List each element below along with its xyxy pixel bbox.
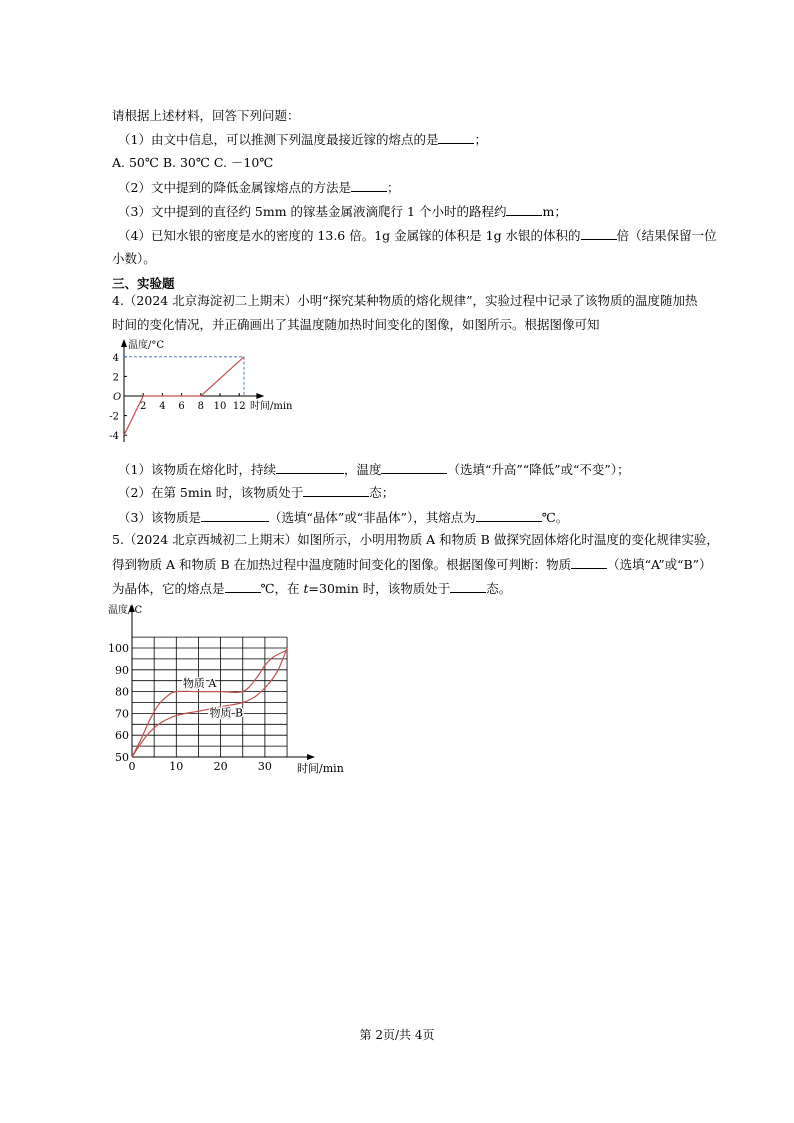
p5-line3-text-d: 态。 [486,581,512,596]
p4-s2-blank[interactable] [303,484,369,497]
q3-text: （3）文中提到的直径约 5mm 的镓基金属液滴爬行 1 个小时的路程约 [118,204,507,219]
problem-4-line-1: 4.（2024 北京海淀初二上期末）小明“探究某种物质的熔化规律”，实验过程中记录了该物质的温度随加热 [112,293,698,308]
page-footer: 第 2页/共 4页 [359,1028,435,1042]
q3-answer-blank[interactable] [506,203,542,216]
p4-subquestion-1 [118,461,630,478]
chart-1-x-tick-label: 8 [197,401,204,412]
chart-2-x-tick-label: 30 [257,760,272,773]
chart-2-x-tick-label: 0 [128,760,136,773]
p4-s3-blank-2[interactable] [476,509,542,522]
p4-s3-text-a: （3）该物质是 [118,510,201,525]
chart-2-x-label: 时间/min [297,762,344,775]
p4-s3-blank-1[interactable] [201,509,269,522]
chart-2-y-tick-label: 80 [115,685,129,699]
p5-line3-text-b: ℃，在 [260,581,304,596]
chart-2-x-tick-label: 10 [169,760,184,773]
chart-2-y-tick-label: 90 [115,663,129,677]
p4-s2-text-a: （2）在第 5min 时，该物质处于 [118,485,304,500]
q2-text: （2）文中提到的降低金属镓熔点的方法是 [118,180,351,195]
chart-2-y-tick-label: 100 [108,642,129,655]
chart-1-x-tick-label: 12 [232,401,246,412]
chart-2-melting-curves [100,600,360,778]
intro-text: 请根据上述材料，回答下列问题： [112,108,300,123]
problem-4-line-2: 时间的变化情况，并正确画出了其温度随加热时间变化的图像，如图所示。根据图像可知 [112,317,600,332]
problem-5-line-1: 5.（2024 北京西城初二上期末）如图所示，小明用物质 A 和物质 B 做探究固体熔化时温度的变化规律实验， [112,532,719,547]
question-2 [118,179,399,196]
q4-continuation: 小数）。 [112,251,156,266]
q4-suffix: 倍（结果保留一位 [616,228,717,243]
p4-s1-blank-2[interactable] [381,461,447,474]
question-3 [118,203,567,220]
chart-2-x-tick-label: 20 [213,760,228,773]
q2-suffix: ； [386,180,400,195]
chart-1-x-axis-arrow [256,393,264,399]
p5-blank-state[interactable] [450,580,486,593]
p4-subquestion-3 [118,509,568,526]
p5-line2-text-b: （选填“A”或“B”） [607,557,712,572]
chart-2-label-substance-b: 物质 B [209,706,244,720]
p5-blank-substance[interactable] [571,556,607,569]
chart-2-y-tick-label: 70 [115,707,129,721]
chart-2-label-substance-a: 物质 A [182,677,217,691]
chart-1-origin-label: O [113,392,122,403]
chart-1-x-label: 时间/min [250,401,293,412]
section-heading: 三、实验题 [112,276,175,291]
p4-subquestion-2 [118,484,394,501]
p4-s3-text-b: （选填“晶体”或“非晶体”），其熔点为 [268,510,476,525]
q1-suffix: ； [474,132,487,147]
q2-answer-blank[interactable] [351,179,387,192]
chart-2-y-tick-label: 50 [115,751,129,764]
p5-time-symbol: t [303,581,309,596]
chart-1-x-tick-label: 6 [178,401,185,412]
q1-text: （1）由文中信息，可以推测下列温度最接近镓的熔点的是 [118,132,439,147]
problem-5-line-2 [112,556,712,573]
chart-1-y-axis-arrow [121,339,127,347]
chart-1-y-tick-label: 2 [112,372,119,384]
p4-s1-text-a: （1）该物质在熔化时，持续 [118,462,276,477]
p5-line3-text-c: =30min 时，该物质处于 [308,581,451,596]
q1-options: A. 50℃ B. 30℃ C. －10℃ [112,155,274,170]
chart-1-temperature-time [100,336,320,448]
chart-1-x-tick-label: 10 [213,401,227,412]
chart-1-x-tick-label: 4 [159,401,166,412]
p4-s3-text-c: ℃。 [541,510,569,525]
q4-answer-blank[interactable] [581,227,617,240]
p5-blank-melting-point[interactable] [225,580,261,593]
question-4 [118,227,717,244]
p4-s1-text-b: ，温度 [343,462,382,477]
chart-1-y-tick-label: -2 [109,411,119,423]
chart-1-y-label: 温度/°C [128,340,165,351]
q3-suffix: m； [542,204,567,219]
chart-2-y-label: 温度/ C [108,605,143,616]
p4-s1-text-c: （选填“升高”“降低”或“不变”）； [447,462,630,477]
p4-s2-text-b: 态； [369,485,395,500]
p5-line2-text-a: 得到物质 A 和物质 B 在加热过程中温度随时间变化的图像。根据图像可判断：物质 [112,557,572,572]
chart-1-x-tick-label: 2 [140,401,147,412]
q1-answer-blank[interactable] [438,131,474,144]
question-1 [118,131,487,148]
chart-1-y-tick-label: 4 [112,352,119,364]
problem-5-line-3 [112,580,511,597]
p5-line3-text-a: 为晶体，它的熔点是 [112,581,225,596]
p4-s1-blank-1[interactable] [276,461,344,474]
chart-1-y-tick-label: -4 [109,431,119,443]
chart-2-y-tick-label: 60 [115,729,129,743]
chart-2-x-axis-arrow [307,754,315,760]
q4-text: （4）已知水银的密度是水的密度的 13.6 倍。1g 金属镓的体积是 1g 水银的体积的 [118,228,581,243]
chart-2-series-substance-a [132,650,287,757]
